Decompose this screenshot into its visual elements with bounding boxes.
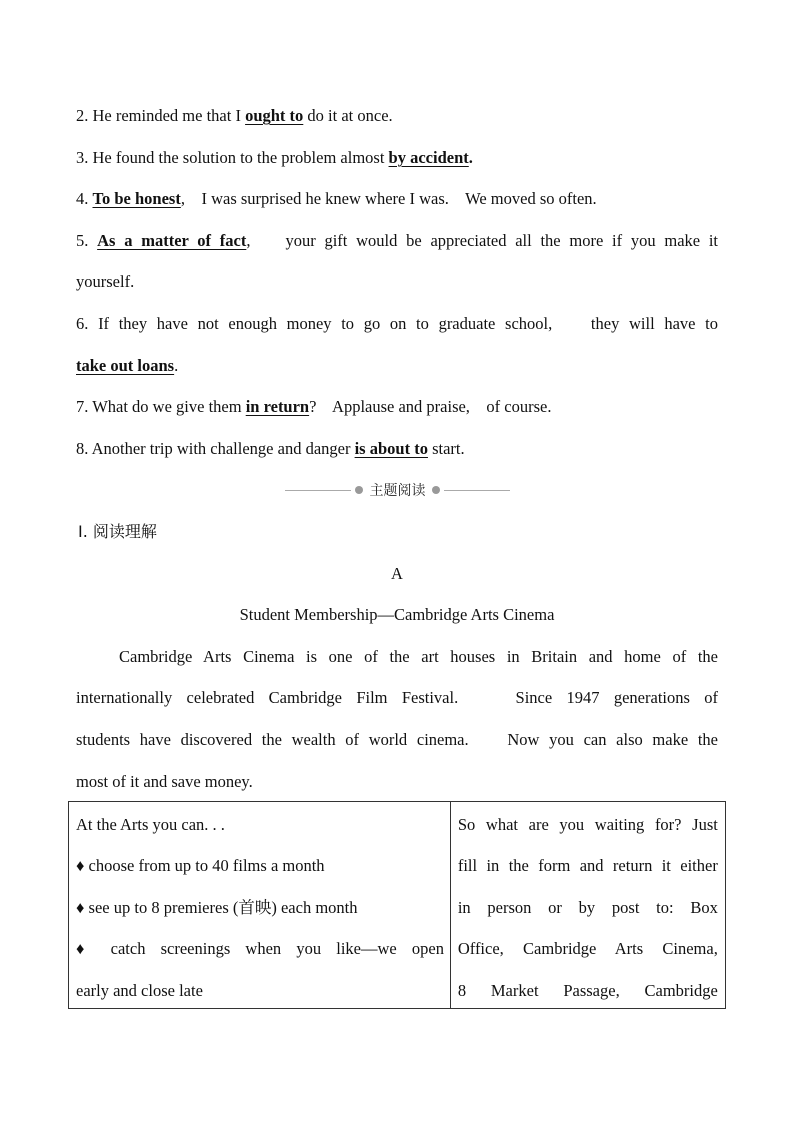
item-text: He found the solution to the problem almost bbox=[92, 148, 389, 167]
item-text: yourself. bbox=[76, 272, 135, 291]
exercise-item bbox=[76, 231, 718, 251]
section-divider bbox=[285, 481, 510, 501]
table-cell-right bbox=[450, 802, 725, 1009]
section-heading: Ⅰ. 阅读理解 bbox=[78, 522, 157, 541]
item-text: Another trip with challenge and danger bbox=[91, 439, 355, 458]
exercise-item-continued bbox=[76, 356, 718, 376]
exercise-item bbox=[76, 397, 718, 417]
table-line: fill in the form and return it either bbox=[457, 856, 718, 875]
passage-line: Cambridge Arts Cinema is one of the art houses in Britain and home of the bbox=[119, 647, 718, 666]
item-text: What do we give them bbox=[92, 397, 246, 416]
table-line: At the Arts you can. . . bbox=[76, 815, 225, 834]
exercise-item bbox=[76, 314, 718, 334]
passage-line: most of it and save money. bbox=[76, 772, 253, 791]
divider-rule-right bbox=[444, 490, 510, 491]
exercise-item bbox=[76, 439, 718, 459]
item-text: If they have not enough money to go on to graduate school, they will have to bbox=[98, 314, 719, 333]
item-text: do it at once. bbox=[303, 106, 393, 125]
item-text: , your gift would be appreciated all the more if you make it bbox=[246, 231, 719, 250]
passage-title: Student Membership—Cambridge Arts Cinema bbox=[239, 605, 555, 624]
info-table bbox=[68, 801, 726, 1009]
table-line: in person or by post to: Box bbox=[457, 898, 718, 917]
item-number: 8. bbox=[76, 439, 89, 458]
divider-title: 主题阅读 bbox=[369, 483, 426, 499]
answer-phrase: in return bbox=[245, 397, 310, 416]
table-line: early and close late bbox=[76, 981, 203, 1000]
divider-dot-right bbox=[432, 486, 440, 494]
exercise-item-continued bbox=[76, 272, 718, 292]
exercise-item bbox=[76, 106, 718, 126]
answer-phrase: To be honest bbox=[92, 189, 181, 208]
exercise-item bbox=[76, 189, 718, 209]
table-cell-left bbox=[69, 802, 451, 1009]
item-number: 6. bbox=[76, 314, 89, 333]
answer-phrase: take out loans bbox=[76, 356, 175, 375]
table-line: So what are you waiting for? Just bbox=[457, 815, 718, 834]
table-line: ♦ catch screenings when you like—we open bbox=[76, 939, 444, 958]
item-text: . bbox=[468, 148, 473, 167]
answer-phrase: As a matter of fact bbox=[97, 231, 247, 250]
table-line: 8 Market Passage, Cambridge bbox=[457, 981, 718, 1000]
item-text: . bbox=[174, 356, 179, 375]
table-line: Office, Cambridge Arts Cinema, bbox=[457, 939, 718, 958]
table-line: ♦ choose from up to 40 films a month bbox=[76, 856, 325, 875]
item-number: 4. bbox=[76, 189, 89, 208]
answer-phrase: is about to bbox=[354, 439, 428, 458]
item-text: He reminded me that I bbox=[92, 106, 246, 125]
answer-phrase: by accident bbox=[388, 148, 469, 167]
item-text: , I was surprised he knew where I was. We moved so often. bbox=[180, 189, 597, 208]
item-text: ? Applause and praise, of course. bbox=[309, 397, 552, 416]
table-line: ♦ see up to 8 premieres (首映) each month bbox=[76, 898, 358, 917]
item-number: 2. bbox=[76, 106, 89, 125]
item-number: 5. bbox=[76, 231, 89, 250]
exercise-item bbox=[76, 148, 718, 168]
passage-line: students have discovered the wealth of world cinema. Now you can also make the bbox=[76, 730, 718, 749]
passage-line: internationally celebrated Cambridge Film Festival. Since 1947 generations of bbox=[76, 688, 718, 707]
answer-phrase: ought to bbox=[245, 106, 304, 125]
item-number: 3. bbox=[76, 148, 89, 167]
item-text: start. bbox=[427, 439, 465, 458]
passage-letter: A bbox=[391, 564, 403, 583]
item-number: 7. bbox=[76, 397, 89, 416]
